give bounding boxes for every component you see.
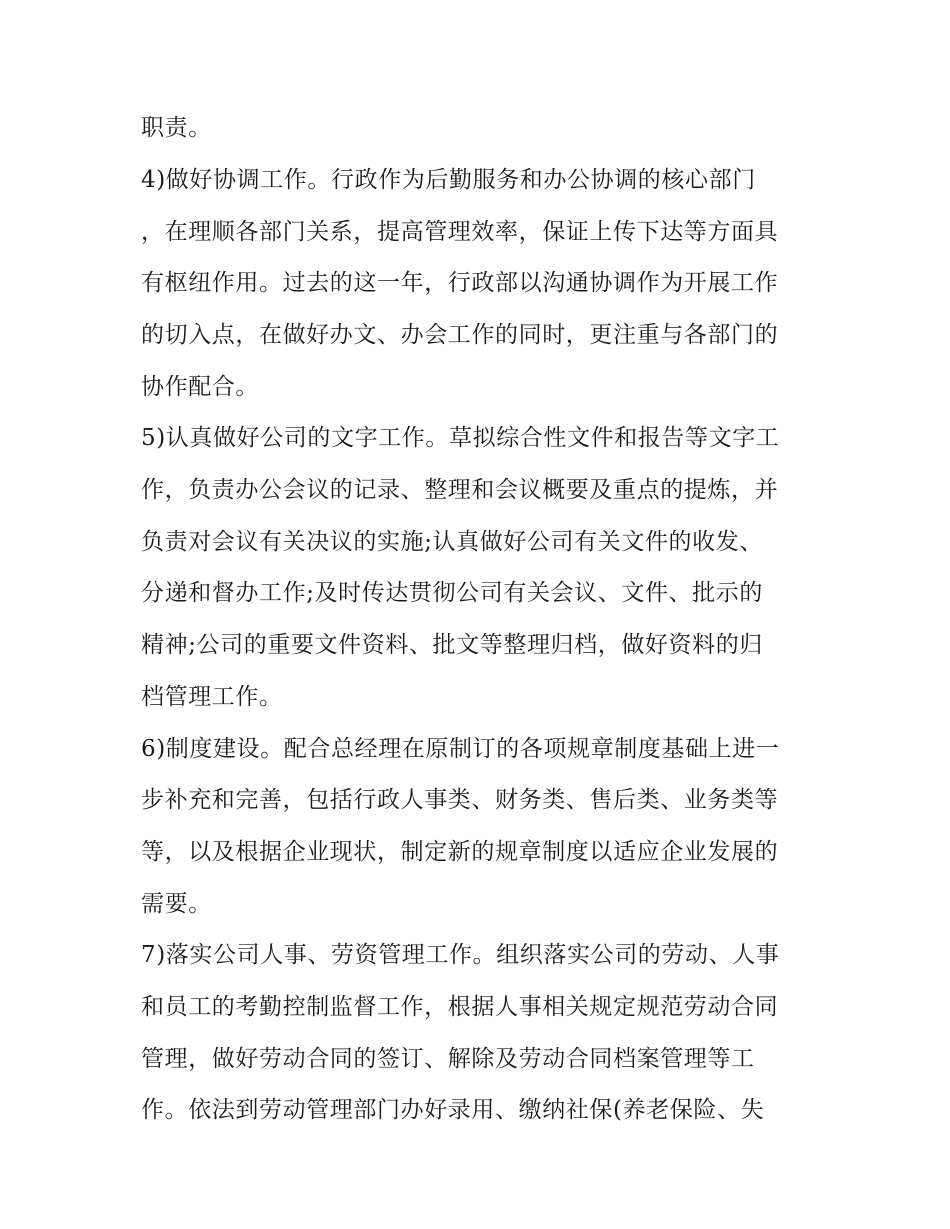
text-line: 档管理工作。 (141, 684, 283, 710)
text-line: 7)落实公司人事、劳资管理工作。组织落实公司的劳动、人事 (141, 942, 780, 968)
text-line: 和员工的考勤控制监督工作，根据人事相关规定规范劳动合同 (141, 994, 779, 1020)
text-line: 4)做好协调工作。行政作为后勤服务和办公协调的核心部门 (141, 167, 756, 193)
text-line: 分递和督办工作;及时传达贯彻公司有关会议、文件、批示的 (141, 580, 763, 606)
text-line: 精神;公司的重要文件资料、批文等整理归档，做好资料的归 (141, 632, 763, 658)
text-line: 职责。 (141, 115, 212, 141)
text-line: 作。依法到劳动管理部门办好录用、缴纳社保(养老保险、失 (141, 1097, 765, 1123)
text-line: 6)制度建设。配合总经理在原制订的各项规章制度基础上进一 (141, 736, 780, 762)
text-line: 步补充和完善，包括行政人事类、财务类、售后类、业务类等 (141, 787, 779, 813)
text-line: 的切入点，在做好办文、办会工作的同时，更注重与各部门的 (141, 322, 779, 348)
text-line: 负责对会议有关决议的实施;认真做好公司有关文件的收发、 (141, 529, 763, 555)
text-line: 等，以及根据企业现状，制定新的规章制度以适应企业发展的 (141, 839, 779, 865)
text-line: 管理，做好劳动合同的签订、解除及劳动合同档案管理等工 (141, 1046, 755, 1072)
text-line: 5)认真做好公司的文字工作。草拟综合性文件和报告等文字工 (141, 425, 780, 451)
text-line: 作，负责办公会议的记录、整理和会议概要及重点的提炼，并 (141, 477, 779, 503)
text-line: 需要。 (141, 891, 212, 917)
text-line: 有枢纽作用。过去的这一年，行政部以沟通协调作为开展工作 (141, 270, 779, 296)
text-line: 协作配合。 (141, 374, 259, 400)
text-line: ，在理顺各部门关系，提高管理效率，保证上传下达等方面具 (141, 219, 779, 245)
